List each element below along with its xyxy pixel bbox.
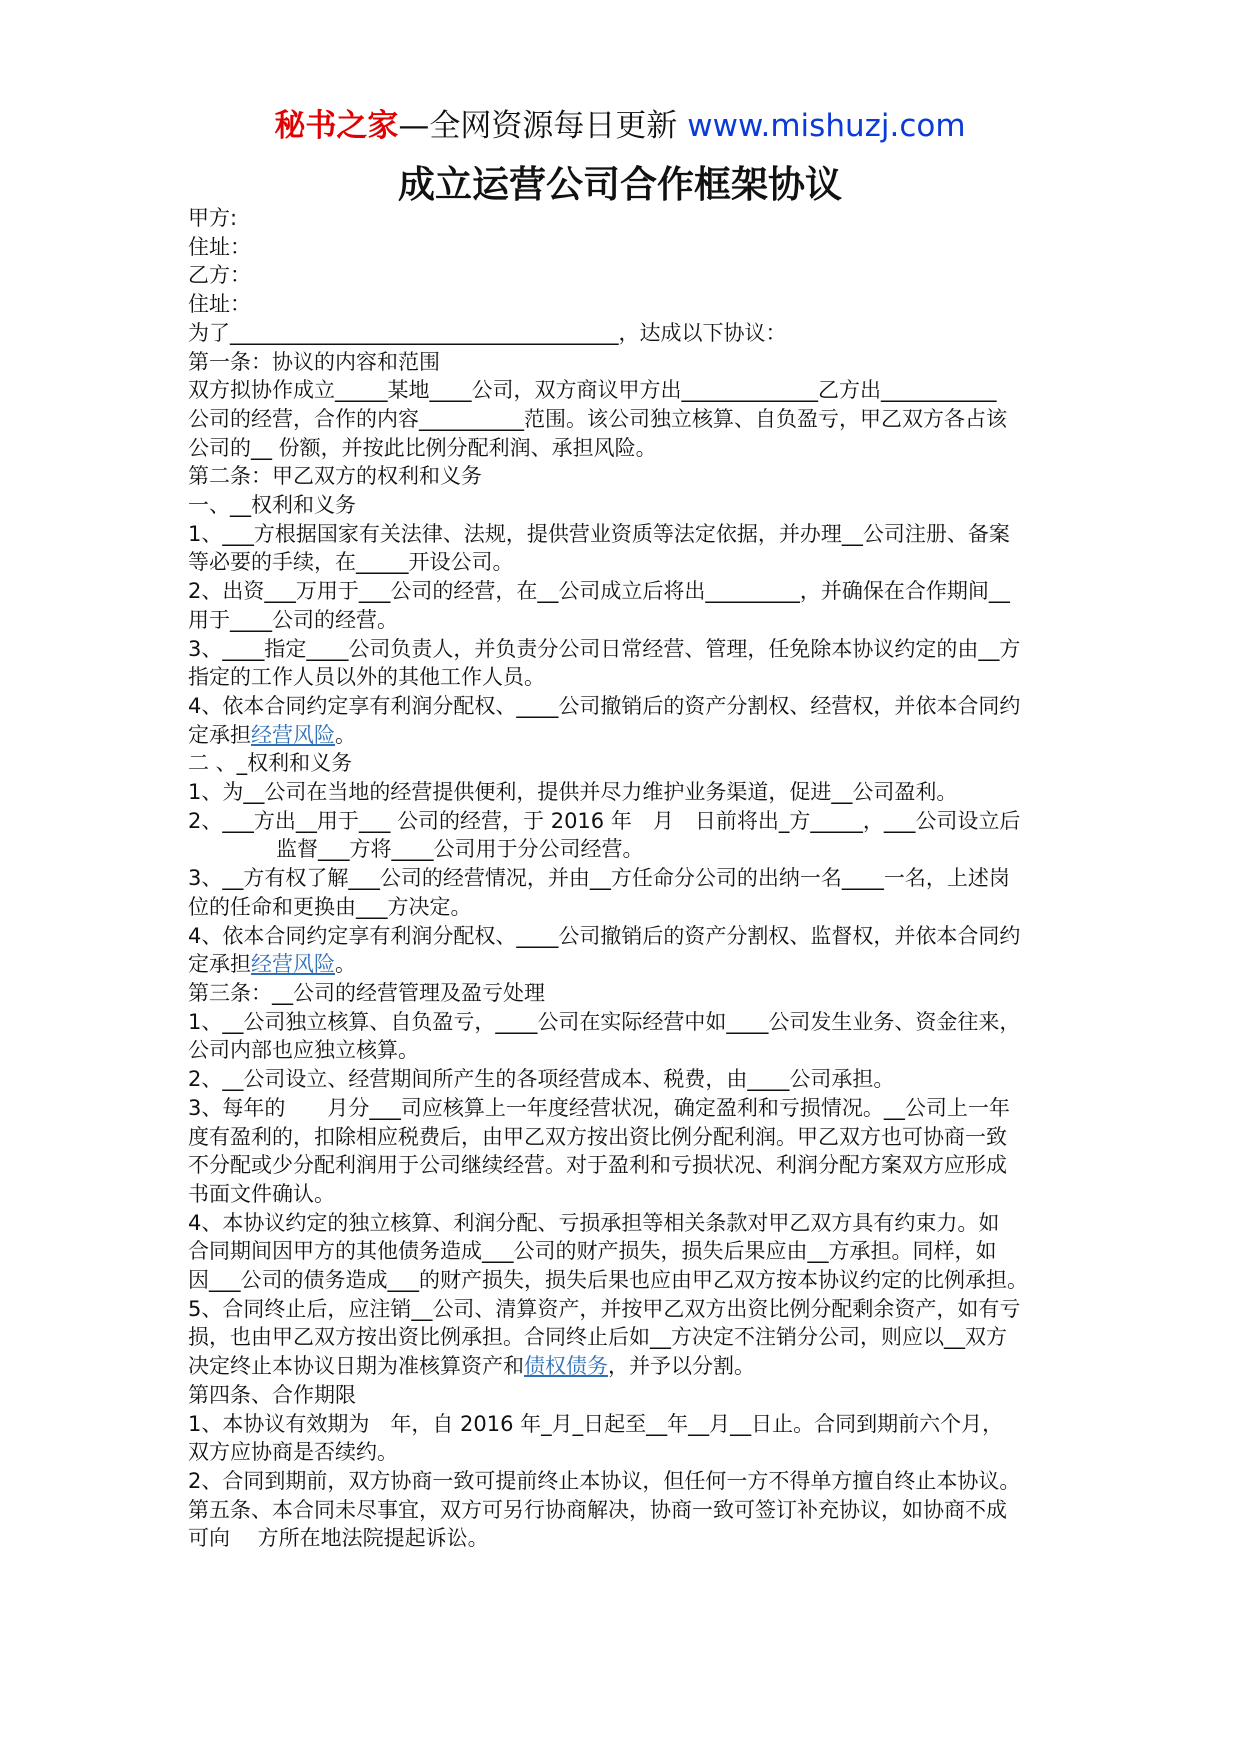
paragraph-line: 5、合同终止后，应注销__公司、清算资产，并按甲乙双方出资比例分配剩余资产，如有亏 <box>188 1296 1021 1321</box>
paragraph-line: 1、为__公司在当地的经营提供便利，提供并尽力维护业务渠道，促进__公司盈利。 <box>188 780 958 805</box>
paragraph-line: 2、___方出__用于___ 公司的经营，于 2016 年 月 日前将出_方_____，___公司设立后 <box>188 808 1021 833</box>
debt-claims-link[interactable]: 债权债务 <box>524 1354 608 1379</box>
line-text: 定承担 <box>188 952 251 977</box>
article-5-line: 第五条、本合同未尽事宜，双方可另行协商解决，协商一致可签订补充协议，如协商不成 <box>188 1497 1007 1522</box>
section-heading: 一、__权利和义务 <box>188 493 356 518</box>
paragraph-line: 4、本协议约定的独立核算、利润分配、亏损承担等相关条款对甲乙双方具有约束力。如 <box>188 1210 1000 1235</box>
paragraph-line: 因___公司的债务造成___的财产损失，损失后果也应由甲乙双方按本协议约定的比例承担。 <box>188 1268 1028 1293</box>
paragraph-line: 1、本协议有效期为 年，自 2016 年_月_日起至__年__月__日止。合同到期前六个月， <box>188 1411 1004 1436</box>
paragraph-line: 双方拟协作成立_____某地____公司，双方商议甲方出_____________乙方出___________ <box>188 378 997 403</box>
paragraph-line: 1、___方根据国家有关法律、法规，提供营业资质等法定依据，并办理__公司注册、备案 <box>188 521 1010 546</box>
paragraph-line: 3、____指定____公司负责人，并负责分公司日常经营、管理，任免除本协议约定的由__方 <box>188 636 1021 661</box>
business-risk-link[interactable]: 经营风险 <box>251 722 335 747</box>
paragraph-line: 2、__公司设立、经营期间所产生的各项经营成本、税费，由____公司承担。 <box>188 1067 895 1092</box>
paragraph-line <box>188 1352 1056 1381</box>
paragraph-line: 等必要的手续，在_____开设公司。 <box>188 550 514 575</box>
line-text: 定承担 <box>188 722 251 747</box>
paragraph-line <box>188 721 1056 750</box>
paragraph-line: 合同期间因甲方的其他债务造成___公司的财产损失，损失后果应由__方承担。同样，如 <box>188 1239 997 1264</box>
paragraph-line: 度有盈利的，扣除相应税费后，由甲乙双方按出资比例分配利润。甲乙双方也可协商一致 <box>188 1124 1007 1149</box>
party-a-address-line: 住址： <box>188 234 251 259</box>
paragraph-line: 指定的工作人员以外的其他工作人员。 <box>188 665 545 690</box>
brand-name: 秘书之家 <box>274 108 399 144</box>
party-b-line: 乙方： <box>188 263 251 288</box>
paragraph-line: 书面文件确认。 <box>188 1181 335 1206</box>
document-title: 成立运营公司合作框架协议 <box>398 163 842 206</box>
paragraph-line: 4、依本合同约定享有利润分配权、____公司撤销后的资产分割权、监督权，并依本合同约 <box>188 923 1021 948</box>
paragraph-line: 3、__方有权了解___公司的经营情况，并由__方任命分公司的出纳一名____一名，上述岗 <box>188 866 1010 891</box>
paragraph-line: 损，也由甲乙双方按出资比例承担。合同终止后如__方决定不注销分公司，则应以__双方 <box>188 1325 1007 1350</box>
paragraph-line: 双方应协商是否续约。 <box>188 1440 398 1465</box>
party-b-address-line: 住址： <box>188 292 251 317</box>
line-text: ，并予以分割。 <box>608 1354 755 1379</box>
brand-slogan: —全网资源每日更新 <box>398 108 678 144</box>
article-3-heading: 第三条：__公司的经营管理及盈亏处理 <box>188 980 545 1005</box>
paragraph-line <box>188 950 1056 979</box>
paragraph-line: 3、每年的 月分___司应核算上一年度经营状况，确定盈利和亏损情况。__公司上一年 <box>188 1095 1010 1120</box>
section-heading: 二 、_权利和义务 <box>188 751 353 776</box>
paragraph-line: 不分配或少分配利润用于公司继续经营。对于盈利和亏损状况、利润分配方案双方应形成 <box>188 1153 1007 1178</box>
paragraph-line: 公司的__ 份额，并按此比例分配利润、承担风险。 <box>188 435 657 460</box>
paragraph-line: 位的任命和更换由___方决定。 <box>188 894 472 919</box>
line-text: 。 <box>335 722 356 747</box>
paragraph-line: 1、__公司独立核算、自负盈亏，____公司在实际经营中如____公司发生业务、资金往来， <box>188 1009 1021 1034</box>
paragraph-line: 2、合同到期前，双方协商一致可提前终止本协议，但任何一方不得单方擅自终止本协议。 <box>188 1468 1021 1493</box>
paragraph-line: 公司的经营，合作的内容__________范围。该公司独立核算、自负盈亏，甲乙双方各占该 <box>188 406 1007 431</box>
line-text: 决定终止本协议日期为准核算资产和 <box>188 1354 524 1379</box>
paragraph-line: 可向 方所在地法院提起诉讼。 <box>188 1526 489 1551</box>
paragraph-line: 2、出资___万用于___公司的经营，在__公司成立后将出_________，并确保在合作期间__ <box>188 579 1010 604</box>
party-a-line: 甲方: <box>188 206 238 230</box>
article-2-heading: 第二条：甲乙双方的权利和义务 <box>188 464 482 489</box>
purpose-line: 为了_____________________________________，达成以下协议： <box>188 320 787 345</box>
document-body <box>188 204 1056 1553</box>
paragraph-line: 4、依本合同约定享有利润分配权、____公司撤销后的资产分割权、经营权，并依本合同约 <box>188 693 1021 718</box>
paragraph-line: 监督___方将____公司用于分公司经营。 <box>276 837 644 862</box>
article-4-heading: 第四条、合作期限 <box>188 1382 356 1407</box>
site-header <box>0 104 1240 148</box>
line-text: 。 <box>335 952 356 977</box>
article-1-heading: 第一条：协议的内容和范围 <box>188 349 440 374</box>
paragraph-line: 公司内部也应独立核算。 <box>188 1038 419 1063</box>
site-url[interactable]: www.mishuzj.com <box>687 108 966 144</box>
business-risk-link[interactable]: 经营风险 <box>251 952 335 977</box>
paragraph-line: 用于____公司的经营。 <box>188 607 398 632</box>
